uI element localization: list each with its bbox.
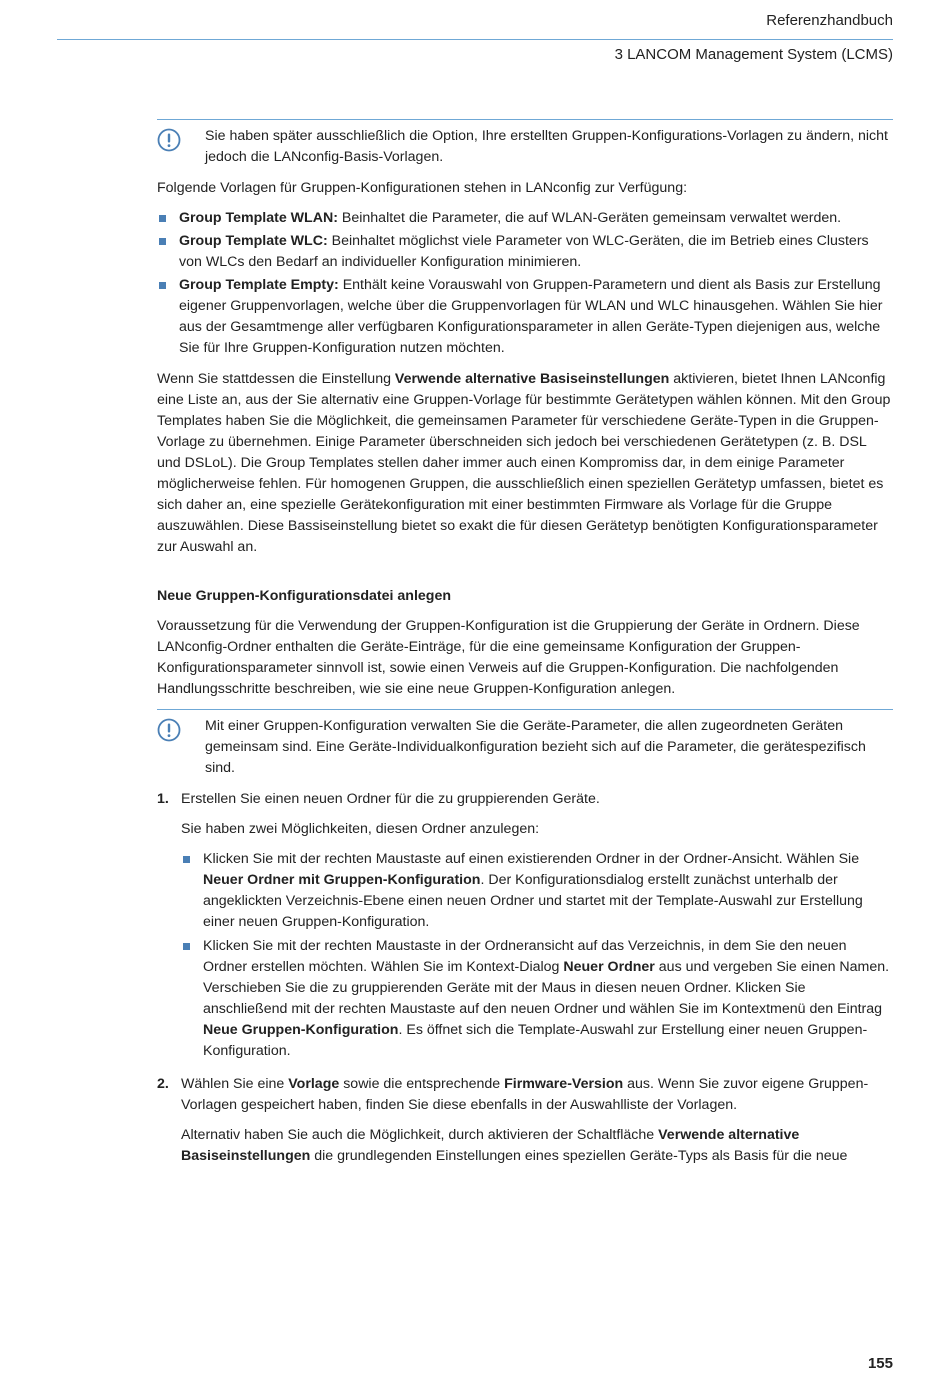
text: . Es öffnet sich die Template-Auswahl zur Erstellung einer neuen Gruppen-Konfiguration. — [203, 1022, 868, 1059]
alternative-settings-paragraph — [157, 369, 893, 558]
step-subtext: Sie haben zwei Möglichkeiten, diesen Ordner anzulegen: — [181, 821, 540, 837]
template-description: Enthält keine Vorauswahl von Gruppen-Parametern und dient als Basis zur Erstellung eigener Gruppenvorlagen, welche über die Gruppenvorlagen für WLAN und WLC hinausgehen. Wählen Sie hier aus der Gesamtmenge aller verfügbaren Konfigurationsparameter in allen Geräte-Typen diejenigen aus, welche Sie für Ihre Gruppen-Konfiguration nutzen möchten. — [179, 277, 883, 356]
list-item — [157, 275, 893, 359]
note-box — [157, 709, 893, 779]
text: aus. Wenn Sie zuvor eigene Gruppen-Vorlagen gespeichert haben, finden Sie diese ebenfalls in der Auswahlliste der Vorlagen. — [181, 1076, 869, 1113]
emphasis: Vorlage — [288, 1076, 340, 1092]
template-list — [157, 208, 893, 359]
square-bullet-icon — [183, 943, 190, 950]
template-term: Group Template Empty: — [179, 277, 339, 293]
text: aus und vergeben Sie einen Namen. Verschieben Sie die zu gruppierenden Geräte mit der Maus in diesen neuen Ordner. Klicken Sie anschließend mit der rechten Maustaste auf den neuen Ordner und wählen Sie im Kontextmenü den Eintrag — [203, 959, 890, 1017]
text: Alternativ haben Sie auch die Möglichkeit, durch aktivieren der Schaltfläche — [181, 1127, 659, 1143]
emphasis: Verwende alternative Basiseinstellungen — [394, 371, 670, 387]
step-item — [157, 789, 893, 1062]
option-list — [181, 849, 893, 1062]
intro-paragraph: Folgende Vorlagen für Gruppen-Konfigurationen stehen in LANconfig zur Verfügung: — [157, 180, 688, 196]
emphasis: Verwende alternative Basiseinstellungen — [181, 1127, 800, 1164]
note-text: Mit einer Gruppen-Konfiguration verwalten Sie die Geräte-Parameter, die allen zugeordneten Geräten gemeinsam sind. Eine Geräte-Individualkonfiguration bezieht sich auf die Parameter, die gerätespezifisch sind. — [205, 718, 866, 776]
prerequisite-paragraph: Voraussetzung für die Verwendung der Gruppen-Konfiguration ist die Gruppierung der Geräte in Ordnern. Diese LANconfig-Ordner enthalten die Geräte-Einträge, für die eine gemeinsame Konfiguration der Gruppen-Konfigurationsparameter sinnvoll ist, sowie einen Verweis auf die Gruppen-Konfiguration. Die nachfolgenden Handlungsschritte beschreiben, wie sie eine neue Gruppen-Konfiguration anlegen. — [157, 618, 860, 697]
list-item — [157, 231, 893, 273]
emphasis: Neue Gruppen-Konfiguration — [203, 1022, 399, 1038]
step-text — [181, 1074, 893, 1116]
text: Klicken Sie mit der rechten Maustaste auf einen existierenden Ordner in der Ordner-Ansicht. Wählen Sie — [203, 851, 860, 867]
square-bullet-icon — [159, 215, 166, 222]
step-item — [157, 1074, 893, 1167]
info-exclamation-icon — [157, 128, 181, 152]
text: sowie die entsprechende — [339, 1076, 505, 1092]
emphasis: Neuer Ordner — [563, 959, 655, 975]
header-rule — [57, 39, 893, 40]
note-box — [157, 119, 893, 168]
text: Wählen Sie eine — [181, 1076, 289, 1092]
emphasis: Firmware-Version — [504, 1076, 624, 1092]
text: Klicken Sie mit der rechten Maustaste in der Ordneransicht auf das Verzeichnis, in dem Sie den neuen Ordner erstellen möchten. Wählen Sie im Kontext-Dialog — [203, 938, 847, 975]
step-list — [157, 789, 893, 1167]
running-header-title: Referenzhandbuch — [766, 12, 893, 29]
step-text: Erstellen Sie einen neuen Ordner für die zu gruppierenden Geräte. — [181, 791, 600, 807]
list-item — [181, 849, 893, 933]
emphasis: Neuer Ordner mit Gruppen-Konfiguration — [203, 872, 481, 888]
page-number: 155 — [867, 1355, 893, 1372]
list-item — [181, 936, 893, 1062]
square-bullet-icon — [183, 856, 190, 863]
running-header-chapter: 3 LANCOM Management System (LCMS) — [614, 46, 893, 63]
square-bullet-icon — [159, 282, 166, 289]
text: Wenn Sie stattdessen die Einstellung — [157, 371, 395, 387]
template-description: Beinhaltet die Parameter, die auf WLAN-Geräten gemeinsam verwaltet werden. — [337, 210, 842, 226]
text: aktivieren, bietet Ihnen LANconfig eine Liste an, aus der Sie alternativ eine Gruppen-Vorlage für bestimmte Gerätetypen wählen können. Mit den Group Templates haben Sie die Möglichkeit, die gemeinsamen Parameter für verschiedene Geräte-Typen in die Gruppen-Vorlage zu übernehmen. Einige Parameter überschneiden sich jedoch bei verschiedenen Gerätetypen (z. B. DSL und DSLoL). Die Group Templates stellen daher immer auch einen Kompromiss dar, in dem einige Parameter möglicherweise fehlen. Für homogenen Gruppen, die ausschließlich einen speziellen Gerätetyp umfassen, bietet es sich daher an, eine spezielle Gerätekonfiguration mit einer bestimmten Firmware als Vorlage für die Gruppe auszuwählen. Diese Bassiseinstellung bietet so exakt die für diesen Gerätetyp benötigten Konfigurationsparameter zur Auswahl an. — [157, 371, 891, 555]
list-item — [157, 208, 893, 229]
step-number: 1. — [157, 791, 169, 807]
step-number: 2. — [157, 1076, 169, 1092]
text: . Der Konfigurationsdialog erstellt zunächst unterhalb der angeklickten Verzeichnis-Ebene einen neuen Ordner und startet mit der Template-Auswahl zur Erstellung einer neuen Gruppen-Konfiguration. — [203, 872, 863, 930]
info-exclamation-icon — [157, 718, 181, 742]
note-text: Sie haben später ausschließlich die Option, Ihre erstellten Gruppen-Konfigurations-Vorlagen zu ändern, nicht jedoch die LANconfig-Basis-Vorlagen. — [205, 128, 888, 165]
step-subtext — [181, 1125, 893, 1167]
template-term: Group Template WLAN: — [179, 210, 338, 226]
template-term: Group Template WLC: — [179, 233, 328, 249]
section-heading: Neue Gruppen-Konfigurationsdatei anlegen — [157, 588, 452, 604]
template-description: Beinhaltet möglichst viele Parameter von WLC-Geräten, die im Betrieb eines Clusters von WLCs den Bedarf an individueller Konfiguration minimieren. — [179, 233, 869, 270]
page-content — [157, 119, 893, 1179]
square-bullet-icon — [159, 238, 166, 245]
text: die grundlegenden Einstellungen eines speziellen Geräte-Typs als Basis für die neue — [310, 1148, 848, 1164]
